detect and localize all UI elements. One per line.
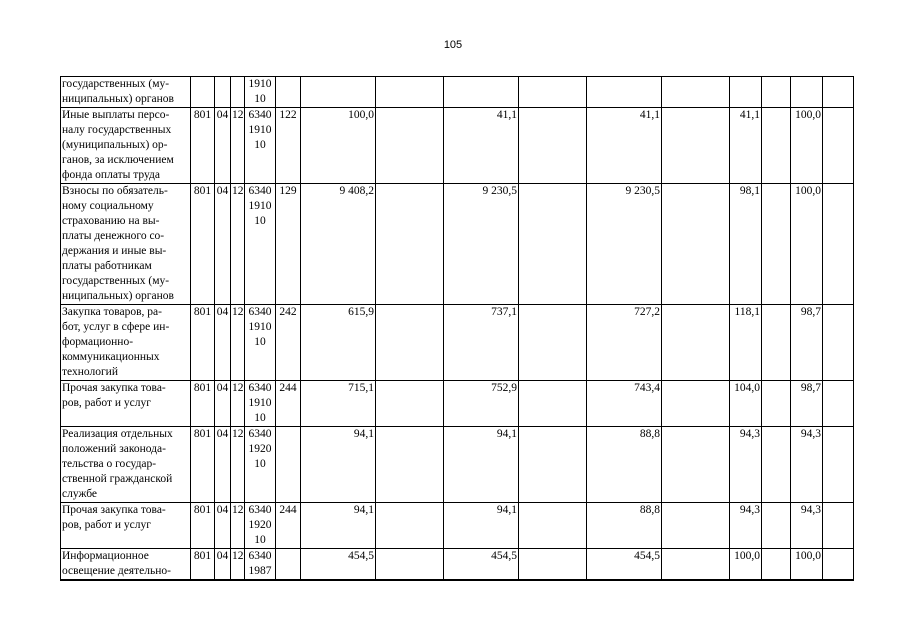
table-row bbox=[61, 427, 854, 503]
cell-line: государственных (му- bbox=[62, 78, 170, 90]
empty-cell bbox=[519, 184, 587, 305]
empty-cell bbox=[519, 503, 587, 549]
cell-line: 1920 bbox=[248, 519, 272, 531]
table-row bbox=[61, 77, 854, 108]
empty-cell bbox=[376, 381, 444, 427]
approved-amount-cell: 454,5 bbox=[301, 549, 376, 581]
section-code-cell bbox=[215, 77, 231, 108]
cell-line: 1910 bbox=[248, 78, 272, 90]
cell-line: Иные выплаты персо- bbox=[62, 109, 170, 121]
cell-line: 10 bbox=[254, 215, 266, 227]
cell-line: службе bbox=[62, 488, 98, 500]
percent-approved-cell: 118,1 bbox=[730, 305, 762, 381]
target-article-cell bbox=[245, 108, 276, 184]
ministry-code-cell: 801 bbox=[191, 427, 215, 503]
empty-cell bbox=[823, 77, 854, 108]
approved-amount-cell: 715,1 bbox=[301, 381, 376, 427]
empty-cell bbox=[662, 381, 730, 427]
empty-cell bbox=[823, 381, 854, 427]
empty-cell bbox=[376, 184, 444, 305]
empty-cell bbox=[823, 427, 854, 503]
cell-line: 6340 bbox=[248, 382, 272, 394]
empty-cell bbox=[662, 108, 730, 184]
percent-revised-cell: 100,0 bbox=[791, 108, 823, 184]
cell-line: 1910 bbox=[248, 200, 272, 212]
percent-revised-cell: 100,0 bbox=[791, 549, 823, 581]
cell-line: 10 bbox=[254, 458, 266, 470]
approved-amount-cell: 100,0 bbox=[301, 108, 376, 184]
target-article-cell bbox=[245, 549, 276, 581]
ministry-code-cell: 801 bbox=[191, 549, 215, 581]
empty-cell bbox=[823, 549, 854, 581]
cell-line: ниципальных) органов bbox=[62, 290, 174, 302]
expense-type-cell: 122 bbox=[276, 108, 301, 184]
approved-amount-cell: 615,9 bbox=[301, 305, 376, 381]
empty-cell bbox=[376, 77, 444, 108]
row-name-cell bbox=[61, 549, 191, 581]
revised-amount-cell: 94,1 bbox=[444, 427, 519, 503]
target-article-cell bbox=[245, 427, 276, 503]
row-name-cell bbox=[61, 108, 191, 184]
revised-amount-cell: 94,1 bbox=[444, 503, 519, 549]
empty-cell bbox=[823, 184, 854, 305]
percent-approved-cell: 94,3 bbox=[730, 503, 762, 549]
cell-line: 6340 bbox=[248, 504, 272, 516]
empty-cell bbox=[519, 77, 587, 108]
empty-cell bbox=[823, 305, 854, 381]
section-code-cell: 04 bbox=[215, 503, 231, 549]
cell-line: 6340 bbox=[248, 306, 272, 318]
expense-type-cell: 244 bbox=[276, 503, 301, 549]
subsection-code-cell: 12 bbox=[231, 184, 245, 305]
subsection-code-cell bbox=[231, 77, 245, 108]
empty-cell bbox=[662, 305, 730, 381]
cell-line: ров, работ и услуг bbox=[62, 397, 151, 409]
revised-amount-cell bbox=[444, 77, 519, 108]
expense-type-cell: 129 bbox=[276, 184, 301, 305]
percent-revised-cell: 94,3 bbox=[791, 427, 823, 503]
section-code-cell: 04 bbox=[215, 427, 231, 503]
cell-line: 10 bbox=[254, 93, 266, 105]
empty-cell bbox=[519, 549, 587, 581]
section-code-cell: 04 bbox=[215, 305, 231, 381]
cell-line: 10 bbox=[254, 412, 266, 424]
percent-revised-cell: 98,7 bbox=[791, 381, 823, 427]
table-row bbox=[61, 381, 854, 427]
executed-amount-cell: 727,2 bbox=[587, 305, 662, 381]
empty-cell bbox=[376, 108, 444, 184]
ministry-code-cell: 801 bbox=[191, 305, 215, 381]
cell-line: 1987 bbox=[248, 565, 272, 577]
ministry-code-cell: 801 bbox=[191, 503, 215, 549]
cell-line: 1910 bbox=[248, 397, 272, 409]
percent-revised-cell: 94,3 bbox=[791, 503, 823, 549]
table-row bbox=[61, 108, 854, 184]
expense-type-cell bbox=[276, 77, 301, 108]
row-name-cell bbox=[61, 381, 191, 427]
target-article-cell bbox=[245, 184, 276, 305]
cell-line: держания и иные вы- bbox=[62, 245, 167, 257]
empty-cell bbox=[519, 108, 587, 184]
cell-line: ганов, за исключением bbox=[62, 154, 174, 166]
expense-type-cell: 244 bbox=[276, 381, 301, 427]
cell-line: 6340 bbox=[248, 185, 272, 197]
empty-cell bbox=[376, 503, 444, 549]
target-article-cell bbox=[245, 77, 276, 108]
cell-line: 1910 bbox=[248, 321, 272, 333]
executed-amount-cell: 41,1 bbox=[587, 108, 662, 184]
target-article-cell bbox=[245, 381, 276, 427]
empty-cell bbox=[762, 77, 791, 108]
cell-line: ному социальному bbox=[62, 200, 154, 212]
subsection-code-cell: 12 bbox=[231, 381, 245, 427]
row-name-cell bbox=[61, 77, 191, 108]
empty-cell bbox=[823, 503, 854, 549]
cell-line: 6340 bbox=[248, 428, 272, 440]
row-name-cell bbox=[61, 184, 191, 305]
cell-line: ниципальных) органов bbox=[62, 93, 174, 105]
empty-cell bbox=[519, 381, 587, 427]
cell-line: государственных (му- bbox=[62, 275, 170, 287]
section-code-cell: 04 bbox=[215, 184, 231, 305]
cell-line: Взносы по обязатель- bbox=[62, 185, 168, 197]
empty-cell bbox=[519, 427, 587, 503]
cell-line: 1910 bbox=[248, 124, 272, 136]
percent-revised-cell: 100,0 bbox=[791, 184, 823, 305]
expense-type-cell bbox=[276, 427, 301, 503]
row-name-cell bbox=[61, 427, 191, 503]
cell-line: фонда оплаты труда bbox=[62, 169, 161, 181]
empty-cell bbox=[762, 427, 791, 503]
cell-line: формационно- bbox=[62, 336, 134, 348]
executed-amount-cell: 454,5 bbox=[587, 549, 662, 581]
empty-cell bbox=[762, 381, 791, 427]
executed-amount-cell bbox=[587, 77, 662, 108]
cell-line: бот, услуг в сфере ин- bbox=[62, 321, 170, 333]
percent-revised-cell bbox=[791, 77, 823, 108]
percent-approved-cell: 98,1 bbox=[730, 184, 762, 305]
revised-amount-cell: 454,5 bbox=[444, 549, 519, 581]
ministry-code-cell: 801 bbox=[191, 381, 215, 427]
cell-line: освещение деятельно- bbox=[62, 565, 171, 577]
expense-type-cell: 242 bbox=[276, 305, 301, 381]
table-row bbox=[61, 184, 854, 305]
percent-approved-cell bbox=[730, 77, 762, 108]
section-code-cell: 04 bbox=[215, 549, 231, 581]
cell-line: ров, работ и услуг bbox=[62, 519, 151, 531]
executed-amount-cell: 743,4 bbox=[587, 381, 662, 427]
cell-line: платы денежного со- bbox=[62, 230, 165, 242]
cell-line: технологий bbox=[62, 366, 118, 378]
table-row bbox=[61, 305, 854, 381]
cell-line: страхованию на вы- bbox=[62, 215, 160, 227]
table-row bbox=[61, 503, 854, 549]
table-row bbox=[61, 549, 854, 581]
cell-line: платы работникам bbox=[62, 260, 152, 272]
cell-line: положений законода- bbox=[62, 443, 166, 455]
empty-cell bbox=[823, 108, 854, 184]
row-name-cell bbox=[61, 305, 191, 381]
empty-cell bbox=[762, 503, 791, 549]
revised-amount-cell: 9 230,5 bbox=[444, 184, 519, 305]
empty-cell bbox=[662, 503, 730, 549]
percent-approved-cell: 94,3 bbox=[730, 427, 762, 503]
ministry-code-cell: 801 bbox=[191, 108, 215, 184]
approved-amount-cell: 94,1 bbox=[301, 427, 376, 503]
empty-cell bbox=[762, 305, 791, 381]
cell-line: Реализация отдельных bbox=[62, 428, 173, 440]
target-article-cell bbox=[245, 305, 276, 381]
revised-amount-cell: 41,1 bbox=[444, 108, 519, 184]
revised-amount-cell: 752,9 bbox=[444, 381, 519, 427]
cell-line: Прочая закупка това- bbox=[62, 504, 166, 516]
budget-table bbox=[60, 76, 854, 581]
empty-cell bbox=[376, 427, 444, 503]
section-code-cell: 04 bbox=[215, 108, 231, 184]
percent-approved-cell: 41,1 bbox=[730, 108, 762, 184]
cell-line: 10 bbox=[254, 336, 266, 348]
executed-amount-cell: 88,8 bbox=[587, 503, 662, 549]
cell-line: 10 bbox=[254, 534, 266, 546]
revised-amount-cell: 737,1 bbox=[444, 305, 519, 381]
cell-line: налу государственных bbox=[62, 124, 172, 136]
executed-amount-cell: 88,8 bbox=[587, 427, 662, 503]
empty-cell bbox=[376, 305, 444, 381]
percent-approved-cell: 104,0 bbox=[730, 381, 762, 427]
subsection-code-cell: 12 bbox=[231, 305, 245, 381]
cell-line: 6340 bbox=[248, 109, 272, 121]
subsection-code-cell: 12 bbox=[231, 503, 245, 549]
cell-line: 10 bbox=[254, 139, 266, 151]
ministry-code-cell bbox=[191, 77, 215, 108]
cell-line: 1920 bbox=[248, 443, 272, 455]
empty-cell bbox=[519, 305, 587, 381]
cell-line: Прочая закупка това- bbox=[62, 382, 166, 394]
cell-line: Закупка товаров, ра- bbox=[62, 306, 162, 318]
empty-cell bbox=[662, 427, 730, 503]
subsection-code-cell: 12 bbox=[231, 549, 245, 581]
cell-line: (муниципальных) ор- bbox=[62, 139, 168, 151]
cell-line: коммуникационных bbox=[62, 351, 160, 363]
approved-amount-cell bbox=[301, 77, 376, 108]
cell-line: 6340 bbox=[248, 550, 272, 562]
cell-line: тельства о государ- bbox=[62, 458, 157, 470]
empty-cell bbox=[762, 108, 791, 184]
row-name-cell bbox=[61, 503, 191, 549]
approved-amount-cell: 9 408,2 bbox=[301, 184, 376, 305]
percent-approved-cell: 100,0 bbox=[730, 549, 762, 581]
empty-cell bbox=[662, 184, 730, 305]
empty-cell bbox=[662, 549, 730, 581]
approved-amount-cell: 94,1 bbox=[301, 503, 376, 549]
expense-type-cell bbox=[276, 549, 301, 581]
percent-revised-cell: 98,7 bbox=[791, 305, 823, 381]
subsection-code-cell: 12 bbox=[231, 427, 245, 503]
ministry-code-cell: 801 bbox=[191, 184, 215, 305]
empty-cell bbox=[376, 549, 444, 581]
empty-cell bbox=[662, 77, 730, 108]
cell-line: Информационное bbox=[62, 550, 149, 562]
subsection-code-cell: 12 bbox=[231, 108, 245, 184]
executed-amount-cell: 9 230,5 bbox=[587, 184, 662, 305]
section-code-cell: 04 bbox=[215, 381, 231, 427]
page-number: 105 bbox=[443, 39, 463, 51]
empty-cell bbox=[762, 184, 791, 305]
empty-cell bbox=[762, 549, 791, 581]
cell-line: ственной гражданской bbox=[62, 473, 173, 485]
target-article-cell bbox=[245, 503, 276, 549]
